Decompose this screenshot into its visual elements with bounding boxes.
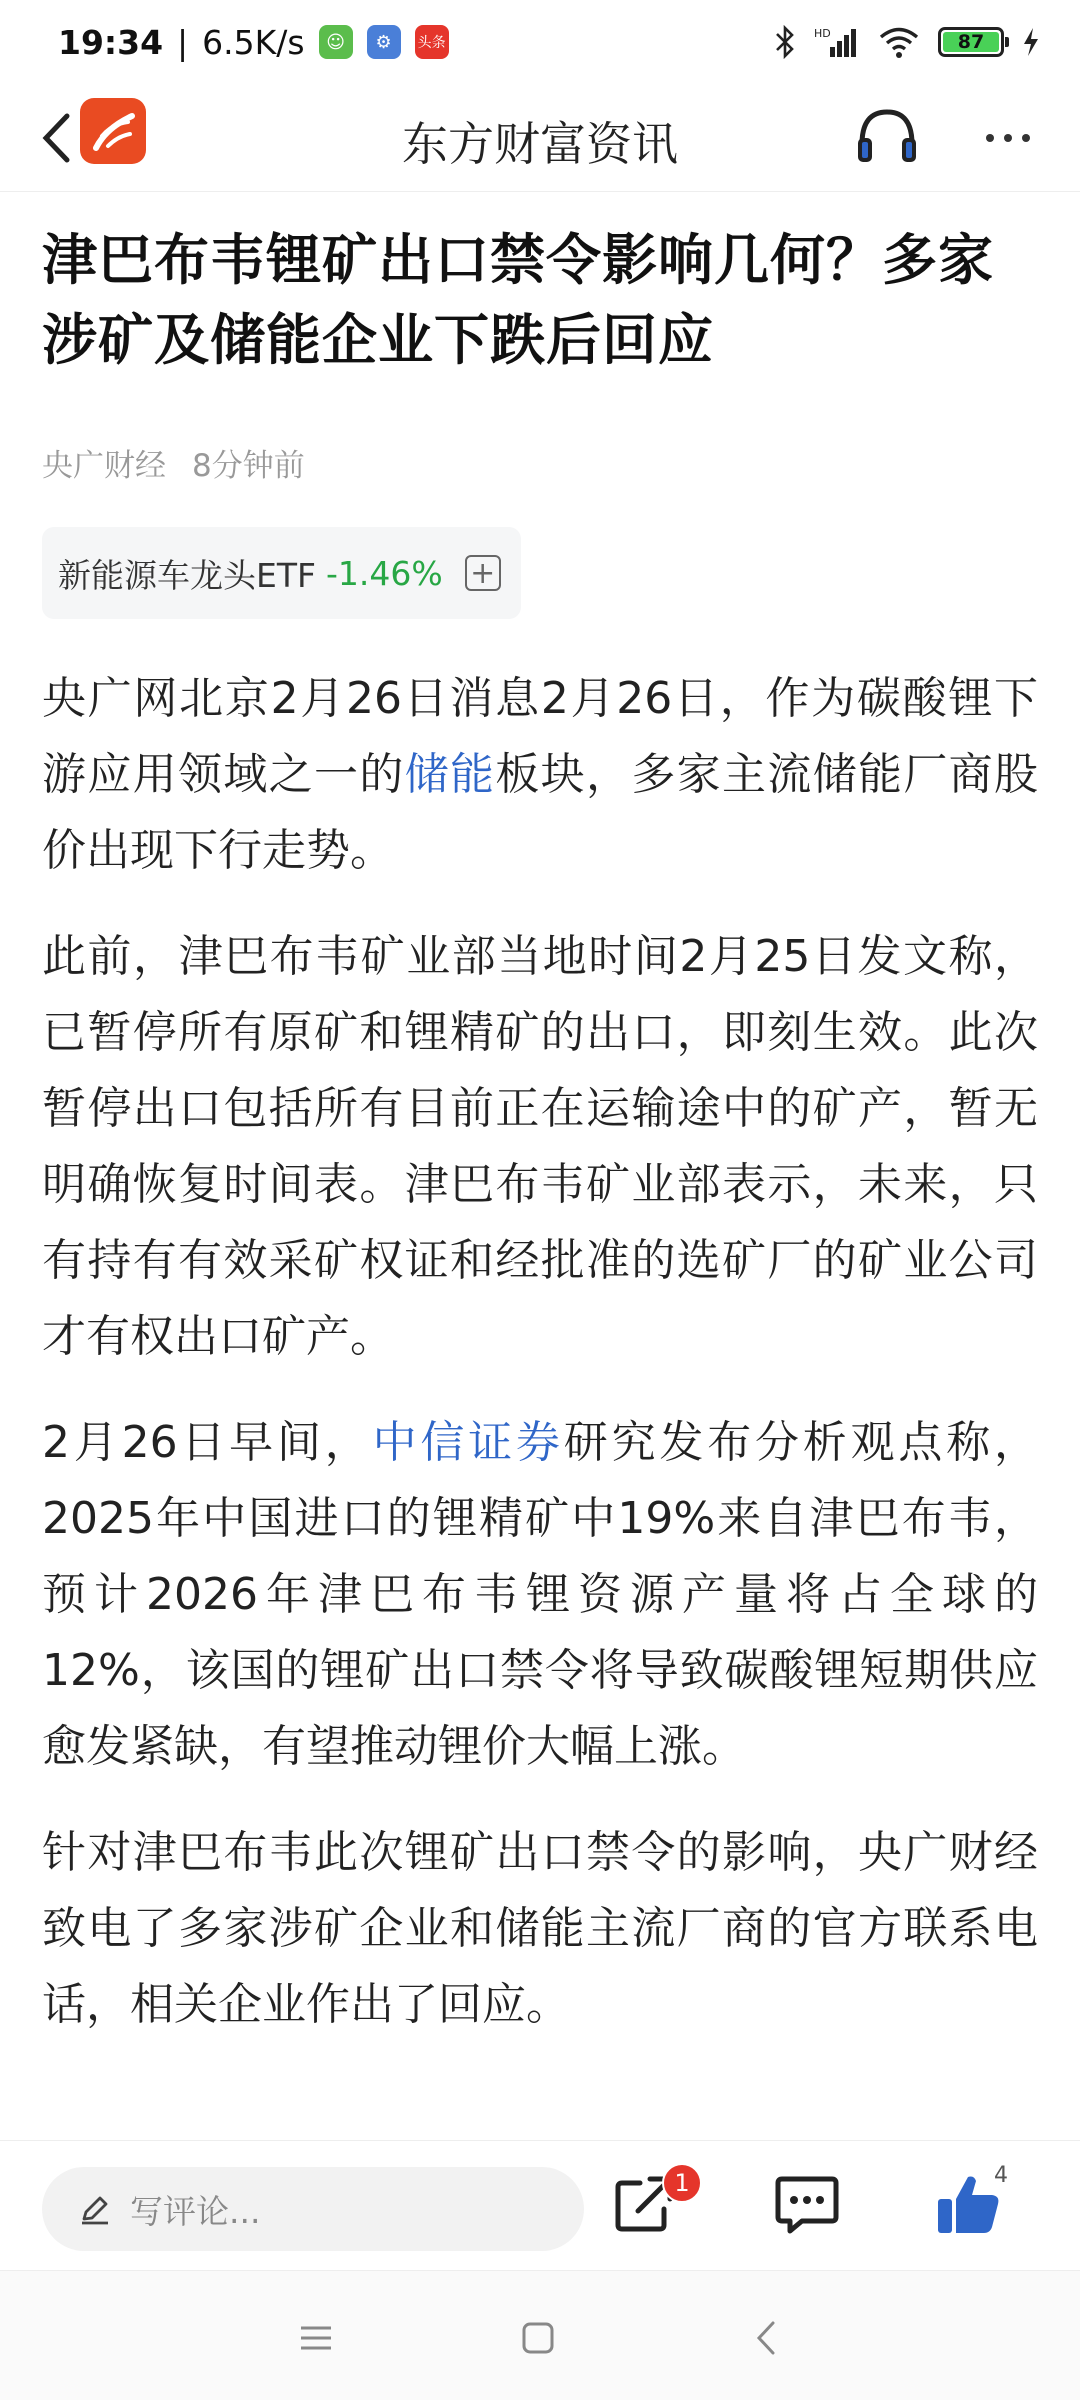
status-right	[774, 25, 1040, 59]
battery-level: 87	[943, 32, 999, 52]
comment-placeholder: 写评论...	[130, 2191, 261, 2231]
paragraph-text: 板块，多家主流储能厂商股价出现下行走势。	[42, 749, 1039, 876]
pencil-icon	[78, 2192, 112, 2226]
comments-button[interactable]	[772, 2169, 852, 2249]
eastmoney-logo[interactable]	[80, 98, 146, 164]
page-title: 东方财富资讯	[402, 117, 678, 171]
status-divider: |	[177, 22, 189, 62]
like-count: 4	[994, 2163, 1008, 2188]
stock-change: -1.46%	[326, 553, 443, 593]
listen-button[interactable]	[852, 104, 922, 168]
more-dot-icon	[986, 134, 994, 142]
keyword-link[interactable]: 储能	[404, 749, 496, 800]
back-triangle-icon	[754, 2320, 778, 2356]
wechat-icon: ☺	[319, 25, 353, 59]
share-badge: 1	[662, 2163, 702, 2203]
status-bar	[0, 0, 1080, 84]
article-title: 津巴布韦锂矿出口禁令影响几何？多家涉矿及储能企业下跌后回应	[42, 228, 995, 372]
more-dot-icon	[1022, 134, 1030, 142]
battery-icon	[938, 27, 1004, 57]
menu-icon	[298, 2323, 334, 2353]
back-button[interactable]	[26, 106, 86, 170]
comment-input[interactable]	[42, 2167, 584, 2251]
bluetooth-icon	[774, 25, 796, 59]
menu-nav-button[interactable]	[286, 2313, 346, 2363]
settings-app-icon: ⚙	[367, 25, 401, 59]
charging-icon	[1022, 27, 1040, 57]
back-nav-button[interactable]	[736, 2313, 796, 2363]
add-watchlist-icon[interactable]: +	[465, 555, 501, 591]
stock-name: 新能源车龙头ETF	[58, 555, 316, 595]
svg-text:HD: HD	[814, 27, 831, 40]
keyword-link[interactable]: 中信证券	[372, 1417, 564, 1468]
system-nav-bar	[0, 2270, 1080, 2400]
more-options-button[interactable]	[968, 106, 1048, 170]
article-paragraph: 针对津巴布韦此次锂矿出口禁令的影响，央广财经致电了多家涉矿企业和储能主流厂商的官方联系电话，相关企业作出了回应。	[42, 1827, 1038, 2030]
chevron-left-icon	[41, 112, 71, 164]
headphones-icon	[852, 104, 922, 168]
paragraph-text: 央广网北京2月26日消息2月26日，作为碳酸锂下游应用领域之一的	[42, 673, 1038, 800]
article-paragraph: 此前，津巴布韦矿业部当地时间2月25日发文称，已暂停所有原矿和锂精矿的出口，即刻生效。此次暂停出口包括所有目前正在运输途中的矿产，暂无明确恢复时间表。津巴布韦矿业部表示，未来，只有持有有效采矿权证和经批准的选矿厂的矿业公司才有权出口矿产。	[42, 931, 1038, 1362]
related-stock-chip[interactable]	[42, 527, 521, 619]
status-left	[58, 23, 774, 62]
article-source[interactable]: 央广财经	[42, 448, 166, 484]
article-time: 8分钟前	[192, 448, 305, 484]
more-dot-icon	[1004, 134, 1012, 142]
signal-icon	[814, 25, 860, 59]
comment-icon	[772, 2169, 842, 2239]
home-nav-button[interactable]	[508, 2313, 568, 2363]
wifi-icon	[878, 25, 920, 59]
eastmoney-logo-icon	[88, 106, 138, 156]
action-bar	[0, 2140, 1080, 2270]
article-paragraph	[42, 661, 1038, 889]
network-speed: 6.5K/s	[202, 22, 305, 62]
article	[42, 220, 1038, 2043]
status-time: 19:34	[58, 22, 164, 62]
paragraph-text: 2月26日早间，	[42, 1417, 373, 1468]
article-paragraph	[42, 1405, 1038, 1785]
app-header	[0, 84, 1080, 192]
article-meta	[42, 440, 1038, 485]
toutiao-icon: 头条	[415, 25, 449, 59]
home-square-icon	[521, 2321, 555, 2355]
paragraph-text: 研究发布分析观点称，2025年中国进口的锂精矿中19%来自津巴布韦，预计2026年津巴布韦锂资源产量将占全球的12%，该国的锂矿出口禁令将导致碳酸锂短期供应愈发紧缺，有望推动锂价大幅上涨。	[42, 1417, 1039, 1772]
